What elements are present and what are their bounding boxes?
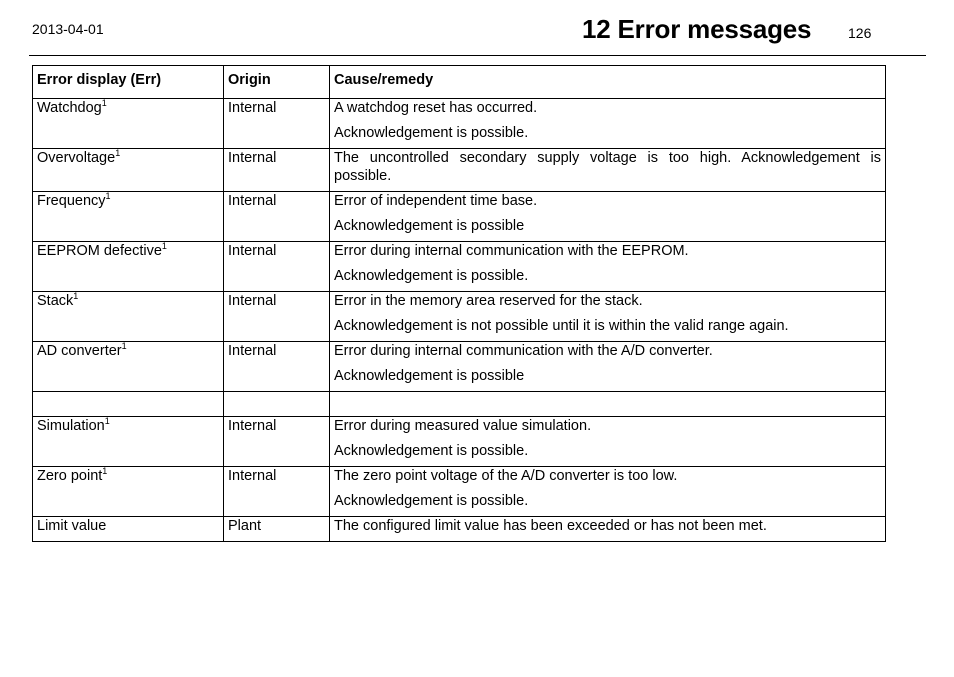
- error-name: Simulation: [37, 418, 105, 434]
- table-row: [33, 392, 886, 417]
- footnote-marker: 1: [115, 148, 121, 158]
- table-row: [33, 517, 886, 542]
- error-display-cell: [33, 242, 224, 292]
- error-name: Stack: [37, 293, 74, 309]
- cause-remedy-line: Acknowledgement is possible.: [334, 443, 529, 459]
- origin-cell: Internal: [224, 192, 330, 242]
- table-row: [33, 192, 886, 242]
- column-header-origin: Origin: [224, 66, 330, 99]
- origin-cell: Internal: [224, 149, 330, 192]
- cause-remedy-cell: [330, 149, 886, 192]
- cause-remedy-cell: [330, 342, 886, 392]
- cause-remedy-line: Error during internal communication with the EEPROM.: [334, 243, 689, 259]
- table-row: [33, 149, 886, 192]
- cause-remedy-cell: [330, 292, 886, 342]
- table-row: [33, 292, 886, 342]
- origin-cell: Internal: [224, 99, 330, 149]
- error-name: Zero point: [37, 468, 103, 484]
- origin-cell: Internal: [224, 467, 330, 517]
- origin-cell: Plant: [224, 517, 330, 542]
- cause-remedy-line: A watchdog reset has occurred.: [334, 100, 538, 116]
- cause-remedy-cell: [330, 242, 886, 292]
- origin-cell: Internal: [224, 417, 330, 467]
- header-divider: [29, 55, 926, 56]
- origin-cell: Internal: [224, 342, 330, 392]
- cause-remedy-line: Acknowledgement is possible: [334, 368, 525, 384]
- error-display-cell: [33, 292, 224, 342]
- cause-remedy-line: Acknowledgement is possible.: [334, 493, 529, 509]
- cause-remedy-line: The uncontrolled secondary supply voltage is too high. Acknowledgement is possible.: [334, 150, 881, 184]
- cause-remedy-cell: [330, 392, 886, 417]
- page-title: 12 Error messages: [582, 14, 812, 44]
- document-date: 2013-04-01: [32, 21, 104, 37]
- error-name: Watchdog: [37, 100, 102, 116]
- cause-remedy-line: Error during measured value simulation.: [334, 418, 592, 434]
- column-header-error-display: Error display (Err): [33, 66, 224, 99]
- cause-remedy-line: Acknowledgement is possible.: [334, 125, 529, 141]
- column-header-cause-remedy: Cause/remedy: [330, 66, 886, 99]
- error-display-cell: [33, 342, 224, 392]
- error-messages-table: [32, 65, 886, 542]
- table-body: [33, 99, 886, 542]
- footnote-marker: 1: [73, 291, 79, 301]
- cause-remedy-line: Error in the memory area reserved for the stack.: [334, 293, 643, 309]
- table-row: [33, 417, 886, 467]
- cause-remedy-line: The configured limit value has been exceeded or has not been met.: [334, 518, 767, 534]
- table-header-row: [33, 66, 886, 99]
- error-name: EEPROM defective: [37, 243, 162, 259]
- cause-remedy-cell: [330, 467, 886, 517]
- error-display-cell: [33, 192, 224, 242]
- footnote-marker: 1: [161, 241, 167, 251]
- error-display-cell: [33, 392, 224, 417]
- origin-cell: [224, 392, 330, 417]
- cause-remedy-cell: [330, 192, 886, 242]
- table-row: [33, 342, 886, 392]
- table-row: [33, 242, 886, 292]
- error-name: AD converter: [37, 343, 122, 359]
- cause-remedy-line: Acknowledgement is possible: [334, 218, 525, 234]
- error-name: Limit value: [37, 518, 107, 534]
- cause-remedy-cell: [330, 417, 886, 467]
- error-display-cell: [33, 517, 224, 542]
- origin-cell: Internal: [224, 242, 330, 292]
- error-display-cell: [33, 99, 224, 149]
- footnote-marker: 1: [102, 466, 108, 476]
- footnote-marker: 1: [121, 341, 127, 351]
- footnote-marker: 1: [105, 191, 111, 201]
- error-display-cell: [33, 149, 224, 192]
- cause-remedy-line: Error of independent time base.: [334, 193, 538, 209]
- footnote-marker: 1: [104, 416, 110, 426]
- cause-remedy-line: Acknowledgement is possible.: [334, 268, 529, 284]
- error-display-cell: [33, 417, 224, 467]
- cause-remedy-line: The zero point voltage of the A/D converter is too low.: [334, 468, 678, 484]
- cause-remedy-cell: [330, 99, 886, 149]
- error-display-cell: [33, 467, 224, 517]
- page-number: 126: [848, 25, 872, 41]
- footnote-marker: 1: [101, 98, 107, 108]
- table-row: [33, 99, 886, 149]
- cause-remedy-cell: [330, 517, 886, 542]
- table-row: [33, 467, 886, 517]
- error-name: Overvoltage: [37, 150, 116, 166]
- cause-remedy-line: Error during internal communication with the A/D converter.: [334, 343, 713, 359]
- origin-cell: Internal: [224, 292, 330, 342]
- error-name: Frequency: [37, 193, 106, 209]
- cause-remedy-line: Acknowledgement is not possible until it is within the valid range again.: [334, 318, 789, 334]
